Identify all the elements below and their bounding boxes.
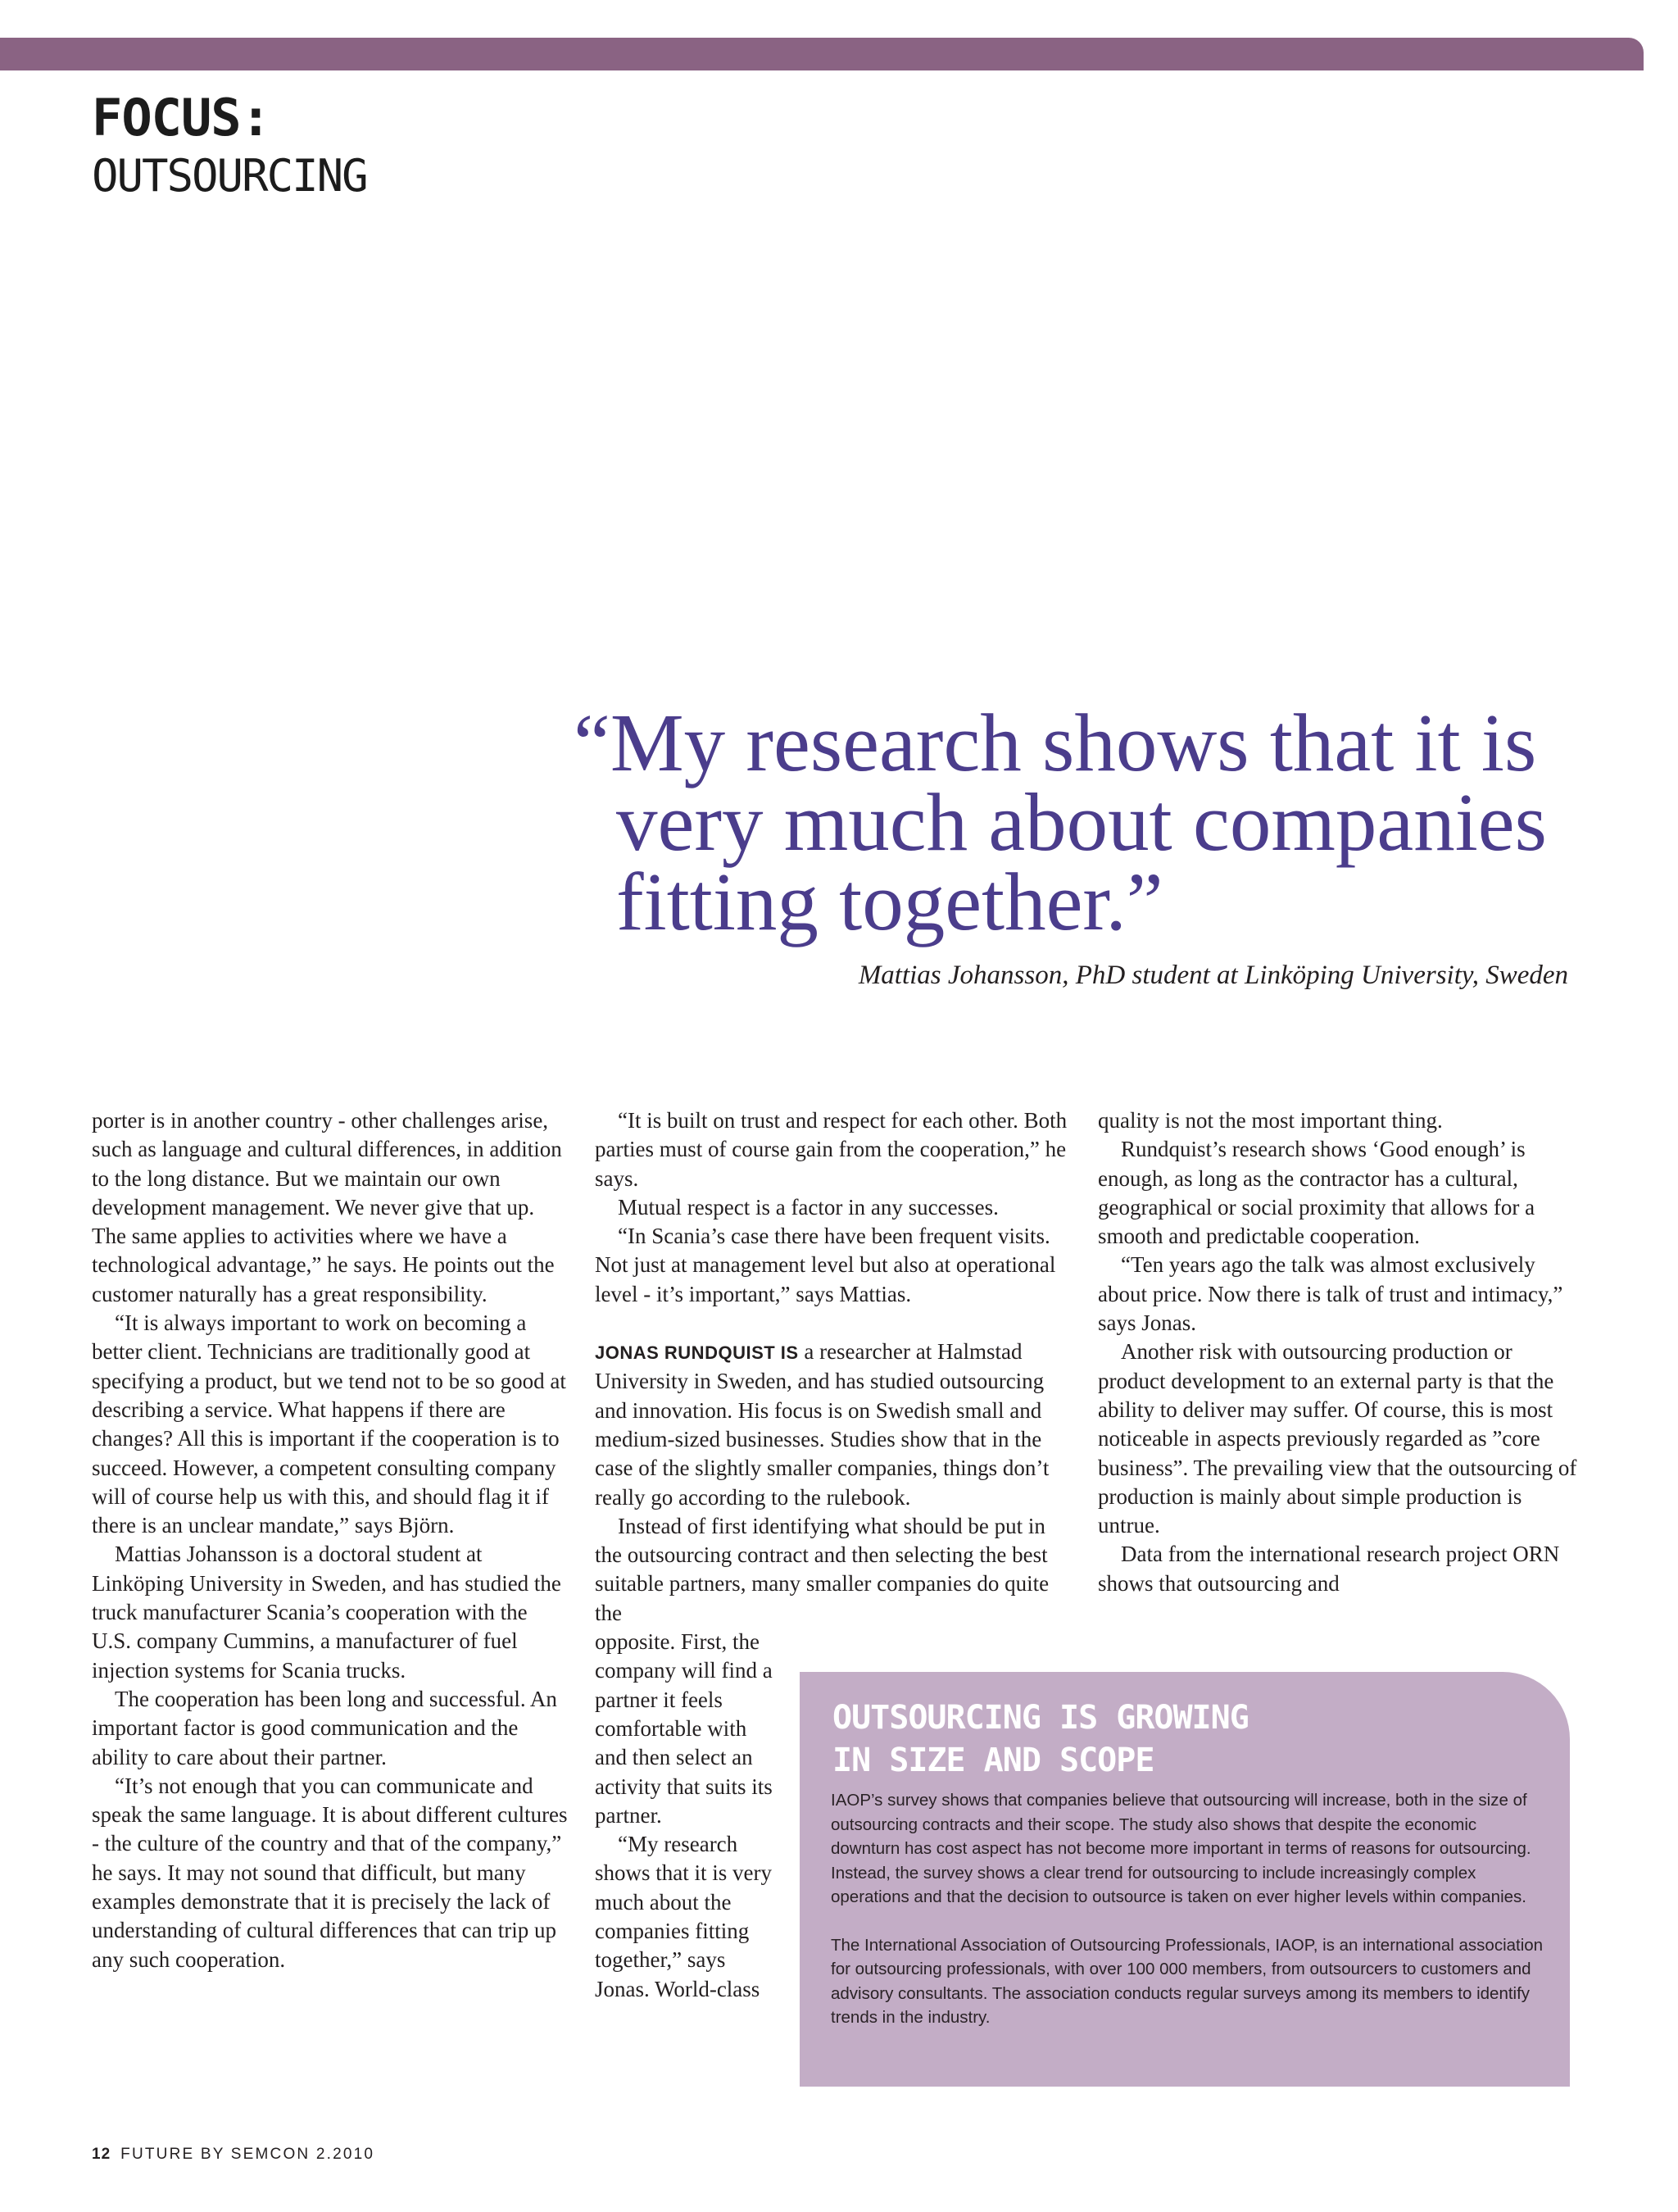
paragraph: “In Scania’s case there have been frequent visits. Not just at management level but also at operational level - it’s important,” says Mattias. [595,1224,1056,1306]
section-topic: OUTSOURCING [92,150,367,202]
paragraph: Rundquist’s research shows ‘Good enough’ is enough, as long as the contractor has a cultural, geographical or social proximity that allows for a smooth and predictable cooperation. [1098,1137,1535,1249]
paragraph: Mutual respect is a factor in any successes. [618,1194,999,1220]
paragraph: “It is always important to work on becoming a better client. Technicians are traditionally good at specifying a product, but we tend not to be so good at describing a service. What happens if there are changes? All this is important if the cooperation is to succeed. However, a competent consulting company will of course help us with this, and should flag it if there is an unclear mandate,” says Björn. [92,1310,566,1538]
pull-quote-attribution: Mattias Johansson, PhD student at Linköping University, Sweden [858,961,1568,990]
paragraph: quality is not the most important thing. [1098,1108,1443,1133]
section-focus-heading: FOCUS: [92,88,270,148]
paragraph: “My research shows that it is very much about the companies fitting together,” says Jonas. World-class [595,1832,772,2001]
paragraph: Instead of first identifying what should be put in the outsourcing contract and then selecting the best suitable partners, many smaller companies do quite the [595,1513,1050,1625]
paragraph: Mattias Johansson is a doctoral student at Linköping University in Sweden, and has studied the truck manufacturer Scania’s cooperation with the U.S. company Cummins, a manufacturer of fuel injection systems for Scania trucks. [92,1542,561,1683]
top-color-bar [0,38,1644,70]
pull-quote-line: very much about companies [616,776,1547,868]
page-number: 12 [92,2146,111,2163]
article-column-1 [92,1106,572,1974]
article-column-3 [1098,1106,1578,1598]
paragraph: Data from the international research project ORN shows that outsourcing and [1098,1542,1560,1596]
pull-quote-line: fitting together.” [616,856,1163,947]
paragraph: “It’s not enough that you can communicate and speak the same language. It is about different cultures - the culture of the country and that of the company,” he says. It may not sound that difficult, but many examples demonstrate that it is precisely the lack of understanding of cultural differences that can trip up any such cooperation. [92,1773,568,1972]
paragraph: opposite. First, the company will find a partner it feels comfortable with and then select an activity that suits its partner. [595,1629,773,1828]
paragraph: Another risk with outsourcing production or product development to an external party is that the ability to deliver may suffer. Of course, this is most noticeable in aspects previously regarded as ”core business”. The prevailing view that the outsourcing of production is mainly about simple production is untrue. [1098,1339,1577,1538]
fact-box-title [832,1696,1504,1782]
lead-text: a researcher at Halmstad University in Sweden, and has studied outsourcing and innovation. His focus is on Swedish small and medium-sized businesses. Studies show that in the case of the slightly smaller companies, things don’t really go according to the rulebook. [595,1339,1050,1510]
fact-box-body [831,1788,1545,2030]
paragraph: “It is built on trust and respect for each other. Both parties must of course gain from the cooperation,” he says. [595,1108,1068,1191]
fact-box-title-line: IN SIZE AND SCOPE [832,1742,1154,1779]
pull-quote-line: “My research shows that it is [574,697,1537,788]
fact-box [800,1672,1570,2087]
fact-box-title-line: OUTSOURCING IS GROWING [832,1699,1249,1737]
narrow-text-block [595,1628,775,2004]
paragraph: porter is in another country - other challenges arise, such as language and cultural differences, in addition to the long distance. But we maintain our own development management. We never give that up. The same applies to activities where we have a technological advantage,” he says. He points out the customer naturally has a great responsibility. [92,1108,562,1306]
publication-name: FUTURE BY SEMCON 2.2010 [120,2146,375,2163]
page-footer [92,2146,374,2164]
fact-box-paragraph: The International Association of Outsourcing Professionals, IAOP, is an international association for outsourcing professionals, with over 100 000 members, from outsourcers to customers and advisory consultants. The association conducts regular surveys among its members to identify trends in the industry. [831,1935,1544,2027]
paragraph: “Ten years ago the talk was almost exclusively about price. Now there is talk of trust and intimacy,” says Jonas. [1098,1252,1563,1336]
section-label [92,89,367,203]
lead-in: JONAS RUNDQUIST IS [595,1342,799,1364]
paragraph: The cooperation has been long and successful. An important factor is good communication and the ability to care about their partner. [92,1686,557,1769]
paragraph-with-lead [595,1338,1075,1512]
fact-box-paragraph: IAOP’s survey shows that companies believe that outsourcing will increase, both in the size of outsourcing contracts and their scope. The study also shows that despite the economic downturn has cost aspect has not become more important in terms of reasons for outsourcing. Instead, the survey shows a clear trend for outsourcing to include increasingly complex operations and that the decision to outsource is taken on ever higher levels within companies. [831,1791,1531,1906]
pull-quote [574,697,1573,947]
